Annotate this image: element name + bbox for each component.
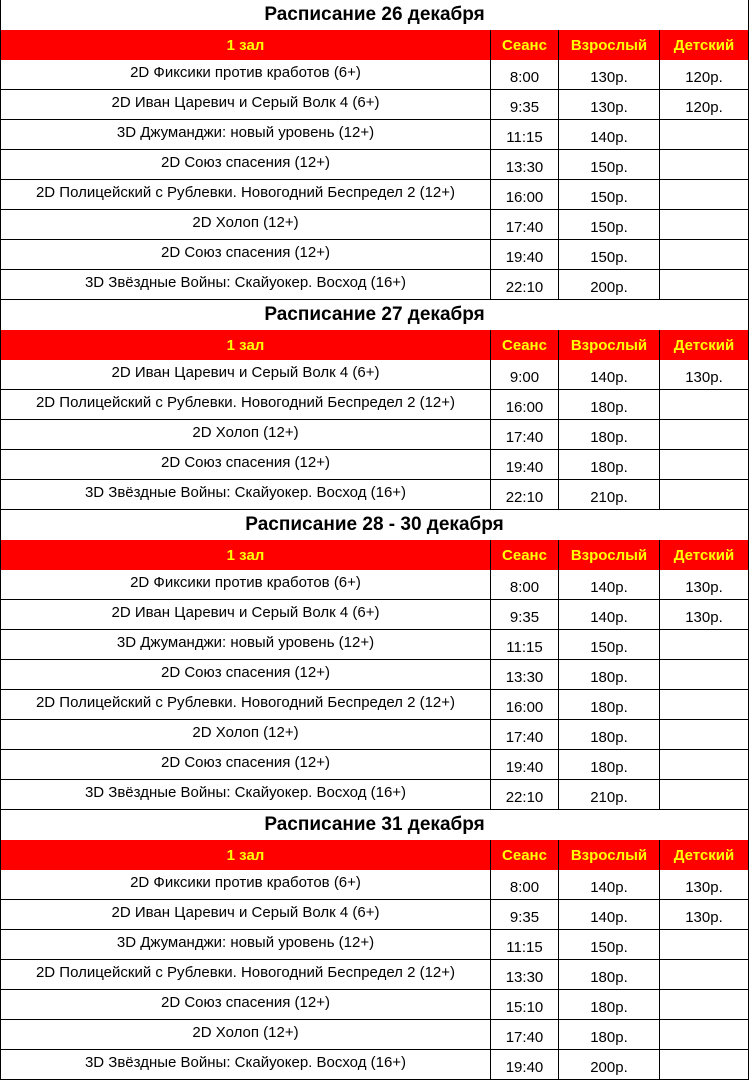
table-row [0, 690, 749, 720]
table-header [0, 840, 749, 870]
header-time: Сеанс [491, 330, 559, 360]
child-price [660, 210, 749, 239]
table-row [0, 450, 749, 480]
child-price: 130р. [660, 360, 749, 389]
child-price [660, 930, 749, 959]
day-title: Расписание 28 - 30 декабря [0, 510, 749, 540]
film-title: 3D Джуманджи: новый уровень (12+) [1, 630, 491, 659]
adult-price: 180р. [559, 960, 660, 989]
film-title: 2D Холоп (12+) [1, 720, 491, 749]
session-time: 16:00 [491, 390, 559, 419]
table-row [0, 720, 749, 750]
adult-price: 150р. [559, 240, 660, 269]
session-time: 9:35 [491, 900, 559, 929]
session-time: 19:40 [491, 450, 559, 479]
child-price: 120р. [660, 90, 749, 119]
adult-price: 180р. [559, 450, 660, 479]
child-price: 130р. [660, 600, 749, 629]
table-row [0, 660, 749, 690]
adult-price: 200р. [559, 1050, 660, 1079]
table-row [0, 360, 749, 390]
child-price [660, 270, 749, 299]
header-hall: 1 зал [1, 330, 491, 360]
table-row [0, 120, 749, 150]
session-time: 11:15 [491, 930, 559, 959]
table-row [0, 750, 749, 780]
session-time: 15:10 [491, 990, 559, 1019]
child-price: 120р. [660, 60, 749, 89]
adult-price: 150р. [559, 150, 660, 179]
film-title: 3D Звёздные Войны: Скайуокер. Восход (16+) [1, 480, 491, 509]
child-price: 130р. [660, 570, 749, 599]
session-time: 11:15 [491, 120, 559, 149]
child-price [660, 240, 749, 269]
child-price [660, 1020, 749, 1049]
adult-price: 140р. [559, 870, 660, 899]
header-time: Сеанс [491, 540, 559, 570]
child-price [660, 750, 749, 779]
adult-price: 140р. [559, 900, 660, 929]
header-child: Детский [660, 540, 749, 570]
child-price [660, 660, 749, 689]
child-price [660, 390, 749, 419]
table-row [0, 870, 749, 900]
session-time: 13:30 [491, 150, 559, 179]
header-adult: Взрослый [559, 840, 660, 870]
header-adult: Взрослый [559, 540, 660, 570]
session-time: 8:00 [491, 570, 559, 599]
film-title: 3D Звёздные Войны: Скайуокер. Восход (16+) [1, 1050, 491, 1079]
adult-price: 180р. [559, 990, 660, 1019]
film-title: 2D Полицейский с Рублевки. Новогодний Беспредел 2 (12+) [1, 180, 491, 209]
adult-price: 150р. [559, 630, 660, 659]
table-row [0, 390, 749, 420]
header-hall: 1 зал [1, 540, 491, 570]
child-price [660, 450, 749, 479]
film-title: 2D Холоп (12+) [1, 420, 491, 449]
session-time: 17:40 [491, 720, 559, 749]
child-price [660, 480, 749, 509]
table-row [0, 60, 749, 90]
adult-price: 130р. [559, 60, 660, 89]
film-title: 3D Джуманджи: новый уровень (12+) [1, 120, 491, 149]
session-time: 11:15 [491, 630, 559, 659]
header-child: Детский [660, 30, 749, 60]
child-price [660, 990, 749, 1019]
adult-price: 180р. [559, 690, 660, 719]
session-time: 8:00 [491, 60, 559, 89]
session-time: 9:00 [491, 360, 559, 389]
day-title: Расписание 26 декабря [0, 0, 749, 30]
film-title: 2D Фиксики против кработов (6+) [1, 870, 491, 899]
session-time: 22:10 [491, 480, 559, 509]
child-price: 130р. [660, 870, 749, 899]
film-title: 2D Союз спасения (12+) [1, 750, 491, 779]
table-header [0, 30, 749, 60]
child-price: 130р. [660, 900, 749, 929]
table-row [0, 90, 749, 120]
child-price [660, 690, 749, 719]
session-time: 19:40 [491, 750, 559, 779]
session-time: 19:40 [491, 1050, 559, 1079]
session-time: 13:30 [491, 660, 559, 689]
table-row [0, 1050, 749, 1080]
session-time: 9:35 [491, 600, 559, 629]
film-title: 2D Фиксики против кработов (6+) [1, 60, 491, 89]
adult-price: 180р. [559, 750, 660, 779]
child-price [660, 150, 749, 179]
child-price [660, 960, 749, 989]
table-row [0, 420, 749, 450]
table-row [0, 990, 749, 1020]
header-child: Детский [660, 840, 749, 870]
table-row [0, 780, 749, 810]
header-hall: 1 зал [1, 840, 491, 870]
table-row [0, 900, 749, 930]
film-title: 3D Джуманджи: новый уровень (12+) [1, 930, 491, 959]
table-row [0, 240, 749, 270]
film-title: 2D Иван Царевич и Серый Волк 4 (6+) [1, 900, 491, 929]
session-time: 22:10 [491, 780, 559, 809]
film-title: 2D Фиксики против кработов (6+) [1, 570, 491, 599]
table-row [0, 480, 749, 510]
session-time: 17:40 [491, 210, 559, 239]
film-title: 2D Иван Царевич и Серый Волк 4 (6+) [1, 360, 491, 389]
child-price [660, 720, 749, 749]
session-time: 17:40 [491, 1020, 559, 1049]
session-time: 19:40 [491, 240, 559, 269]
adult-price: 140р. [559, 600, 660, 629]
header-adult: Взрослый [559, 330, 660, 360]
film-title: 2D Полицейский с Рублевки. Новогодний Беспредел 2 (12+) [1, 960, 491, 989]
adult-price: 180р. [559, 720, 660, 749]
day-title: Расписание 27 декабря [0, 300, 749, 330]
child-price [660, 1050, 749, 1079]
session-time: 16:00 [491, 180, 559, 209]
child-price [660, 180, 749, 209]
adult-price: 210р. [559, 480, 660, 509]
header-child: Детский [660, 330, 749, 360]
session-time: 9:35 [491, 90, 559, 119]
session-time: 22:10 [491, 270, 559, 299]
film-title: 2D Полицейский с Рублевки. Новогодний Беспредел 2 (12+) [1, 390, 491, 419]
day-title: Расписание 31 декабря [0, 810, 749, 840]
header-time: Сеанс [491, 30, 559, 60]
film-title: 2D Союз спасения (12+) [1, 240, 491, 269]
header-time: Сеанс [491, 840, 559, 870]
table-header [0, 540, 749, 570]
table-row [0, 150, 749, 180]
adult-price: 140р. [559, 120, 660, 149]
session-time: 16:00 [491, 690, 559, 719]
film-title: 2D Союз спасения (12+) [1, 150, 491, 179]
header-hall: 1 зал [1, 30, 491, 60]
table-row [0, 570, 749, 600]
adult-price: 180р. [559, 390, 660, 419]
adult-price: 140р. [559, 360, 660, 389]
adult-price: 150р. [559, 930, 660, 959]
session-time: 8:00 [491, 870, 559, 899]
film-title: 2D Полицейский с Рублевки. Новогодний Беспредел 2 (12+) [1, 690, 491, 719]
table-row [0, 210, 749, 240]
film-title: 2D Иван Царевич и Серый Волк 4 (6+) [1, 600, 491, 629]
child-price [660, 120, 749, 149]
adult-price: 150р. [559, 210, 660, 239]
table-row [0, 270, 749, 300]
table-header [0, 330, 749, 360]
film-title: 3D Звёздные Войны: Скайуокер. Восход (16+) [1, 270, 491, 299]
adult-price: 180р. [559, 1020, 660, 1049]
film-title: 2D Союз спасения (12+) [1, 660, 491, 689]
adult-price: 140р. [559, 570, 660, 599]
table-row [0, 1020, 749, 1050]
film-title: 3D Звёздные Войны: Скайуокер. Восход (16+) [1, 780, 491, 809]
header-adult: Взрослый [559, 30, 660, 60]
session-time: 13:30 [491, 960, 559, 989]
table-row [0, 180, 749, 210]
film-title: 2D Союз спасения (12+) [1, 990, 491, 1019]
table-row [0, 630, 749, 660]
adult-price: 210р. [559, 780, 660, 809]
film-title: 2D Союз спасения (12+) [1, 450, 491, 479]
adult-price: 200р. [559, 270, 660, 299]
table-row [0, 930, 749, 960]
table-row [0, 600, 749, 630]
adult-price: 150р. [559, 180, 660, 209]
film-title: 2D Иван Царевич и Серый Волк 4 (6+) [1, 90, 491, 119]
child-price [660, 630, 749, 659]
child-price [660, 420, 749, 449]
film-title: 2D Холоп (12+) [1, 210, 491, 239]
child-price [660, 780, 749, 809]
adult-price: 180р. [559, 420, 660, 449]
adult-price: 180р. [559, 660, 660, 689]
adult-price: 130р. [559, 90, 660, 119]
session-time: 17:40 [491, 420, 559, 449]
table-row [0, 960, 749, 990]
film-title: 2D Холоп (12+) [1, 1020, 491, 1049]
